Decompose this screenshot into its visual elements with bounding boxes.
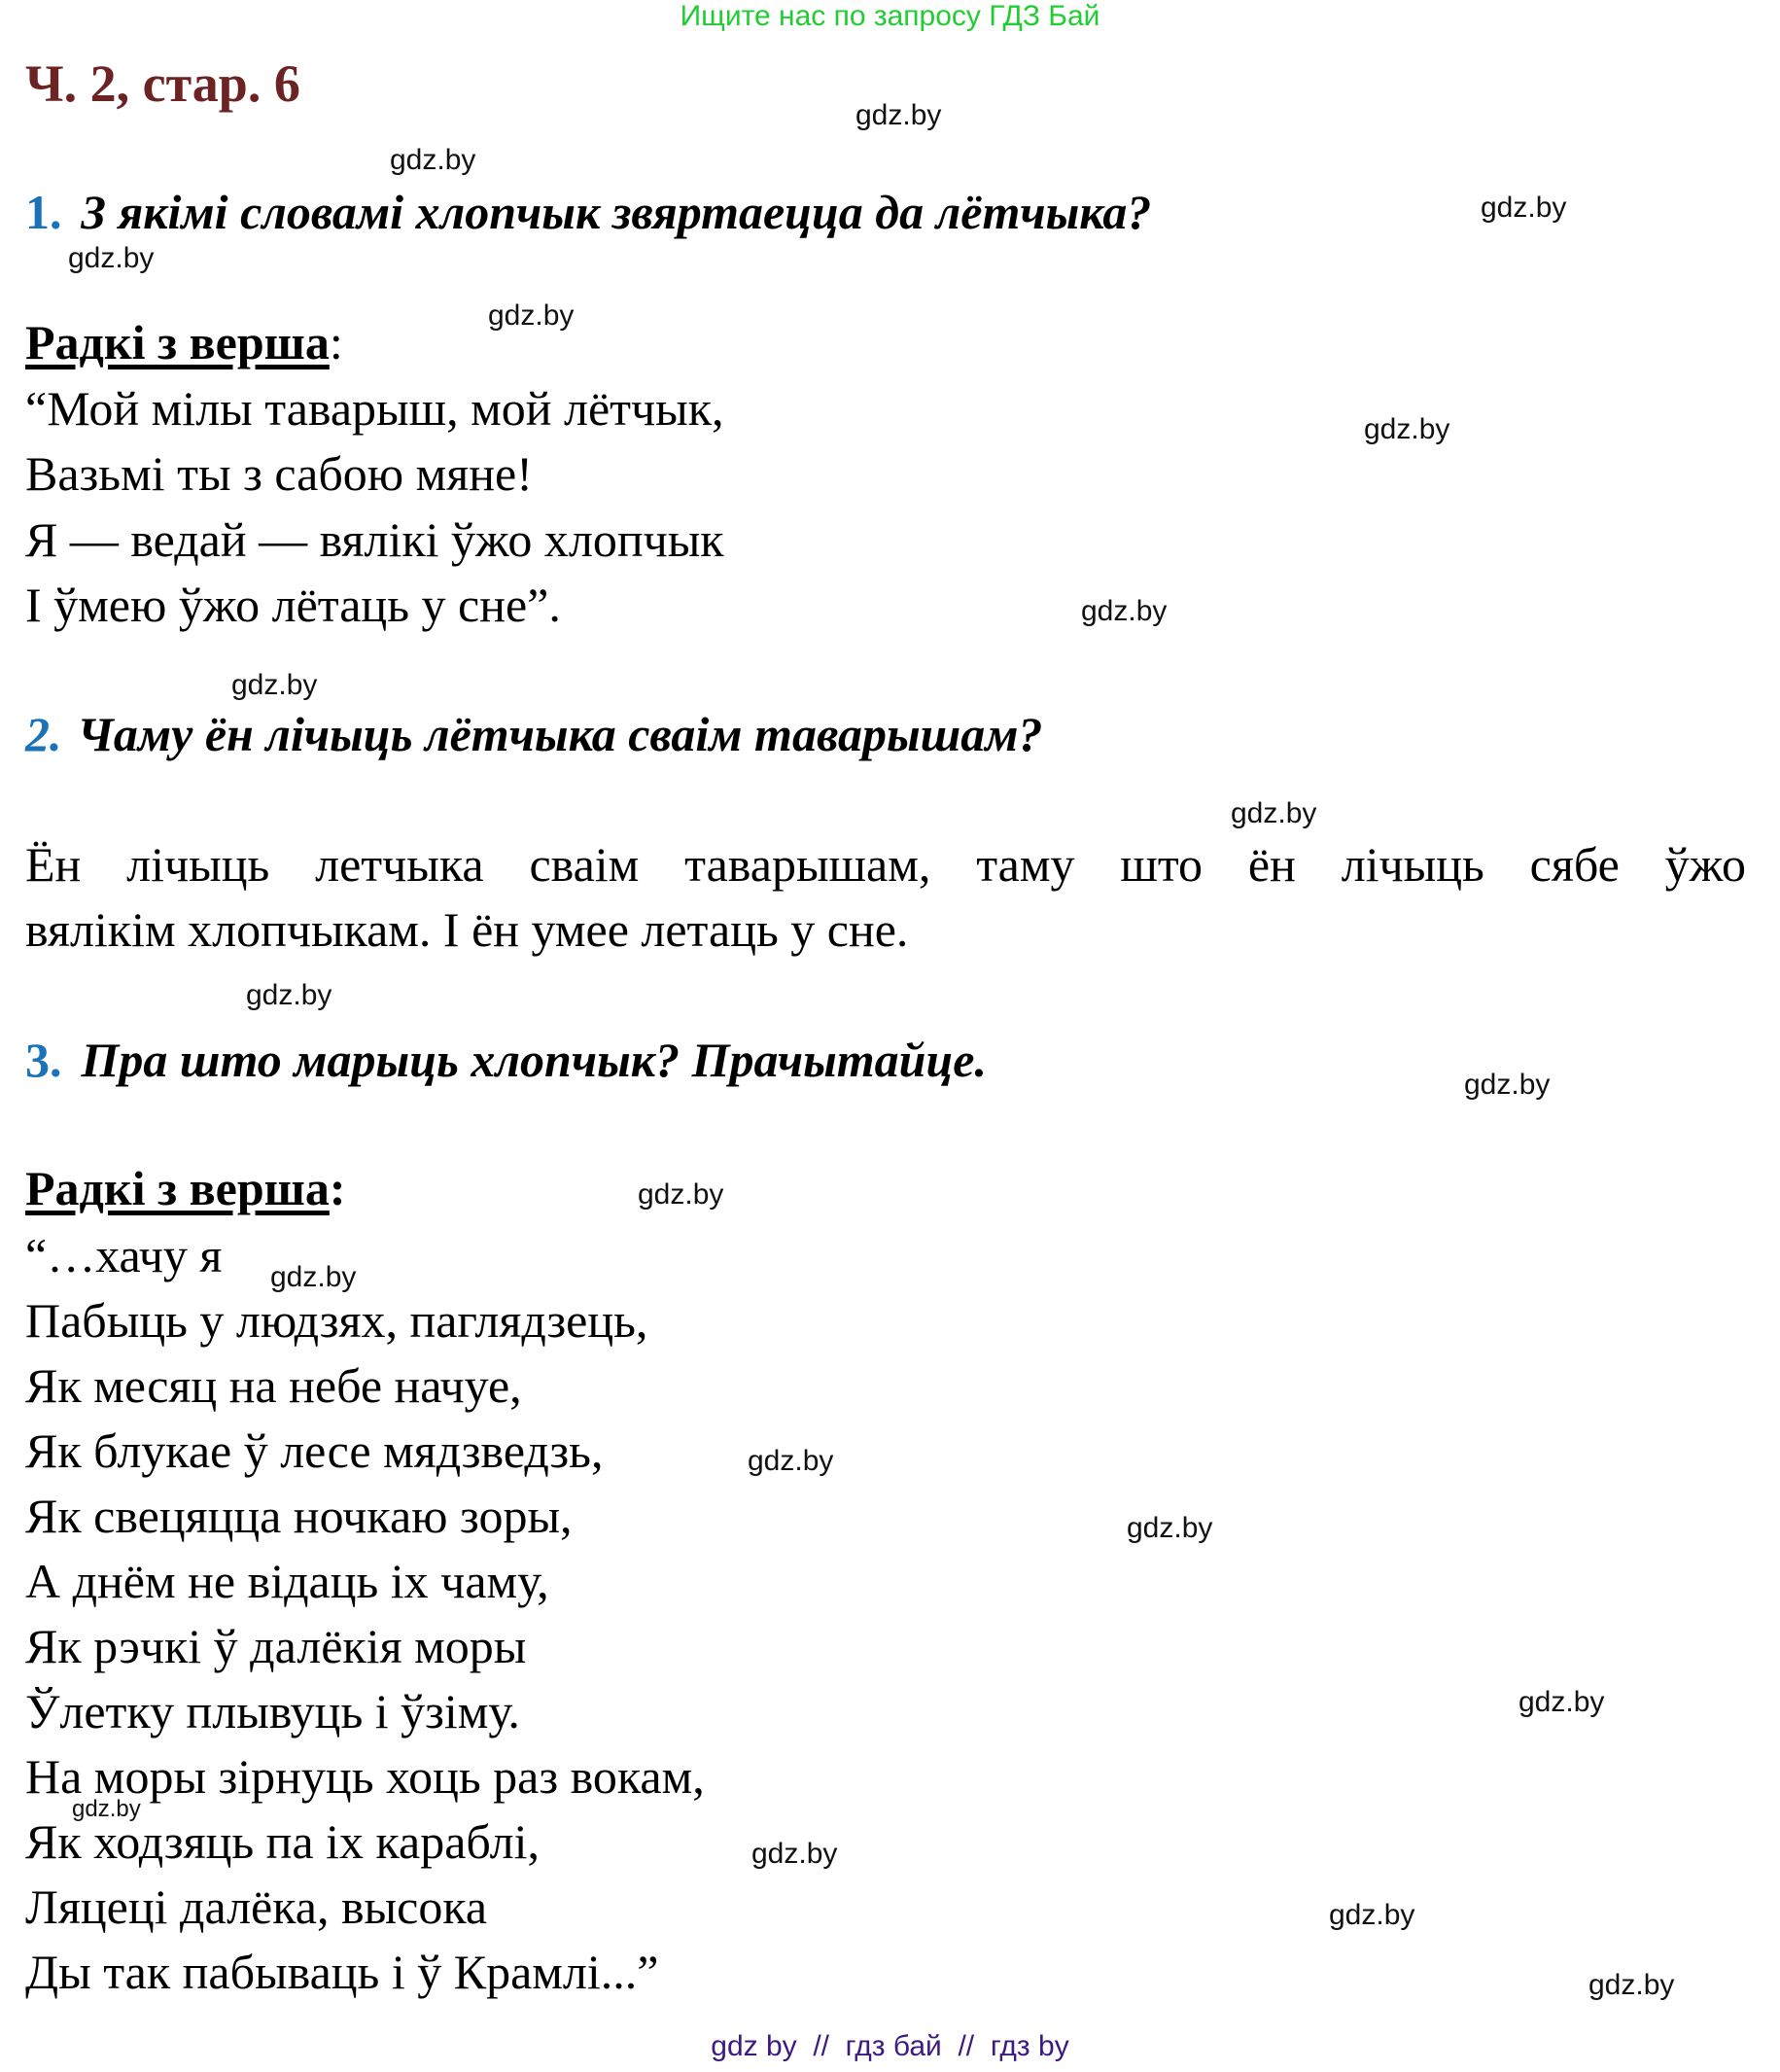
section-label	[25, 1160, 346, 1216]
watermark: gdz.by	[638, 1178, 724, 1211]
poem-line: Вазьмі ты з сабою мяне!	[25, 446, 533, 501]
watermark: gdz.by	[68, 242, 155, 274]
watermark: gdz.by	[1127, 1512, 1213, 1544]
poem-line: Ўлетку плывуць і ўзіму.	[25, 1684, 520, 1738]
watermark: gdz.by	[1464, 1069, 1551, 1101]
question-text: Чаму ён лічыць лётчыка сваім таварышам?	[77, 707, 1043, 761]
watermark: gdz.by	[1588, 1969, 1675, 2001]
poem-line: Ляцеці далёка, высока	[25, 1879, 488, 1934]
poem-line: Я — ведай — вялікі ўжо хлопчык	[25, 512, 724, 567]
label-colon: :	[329, 1161, 346, 1215]
question-text: Пра што марыць хлопчык? Прачытайце.	[81, 1033, 987, 1087]
watermark: gdz.by	[390, 144, 476, 176]
watermark: gdz.by	[751, 1838, 838, 1870]
watermark: gdz.by	[1329, 1899, 1415, 1931]
watermark: gdz.by	[231, 669, 318, 701]
watermark: gdz.by	[488, 299, 575, 332]
question-3	[25, 1032, 987, 1088]
question-2	[25, 706, 1043, 762]
poem-line: Як ходзяць па іх караблі,	[25, 1814, 540, 1869]
question-1	[25, 184, 1151, 240]
poem-line: А днём не відаць іх чаму,	[25, 1554, 549, 1608]
poem-line: Ды так пабываць і ў Крамлі...”	[25, 1945, 659, 1999]
answer-paragraph	[25, 832, 1746, 963]
watermark: gdz.by	[855, 99, 942, 131]
question-number: 1.	[25, 185, 62, 239]
poem-line: І ўмею ўжо лётаць у сне”.	[25, 578, 561, 632]
watermark: gdz.by	[1081, 595, 1168, 627]
poem-line: Пабыць у людзях, паглядзець,	[25, 1293, 648, 1348]
poem-line: “…хачу я	[25, 1228, 223, 1282]
watermark: gdz.by	[1518, 1686, 1605, 1718]
question-text: З якімі словамі хлопчык звяртаецца да лётчыка?	[81, 185, 1152, 239]
watermark: gdz.by	[246, 979, 332, 1011]
section-label-text: Радкі з верша	[25, 1161, 330, 1215]
answer-line: Ён лічыць летчыка сваім таварышам, таму што ён лічыць сябе ўжо	[25, 837, 1746, 892]
poem-line: Як блукае ў лесе мядзведзь,	[25, 1423, 604, 1478]
question-number: 3.	[25, 1033, 62, 1087]
watermark: gdz.by	[270, 1261, 357, 1293]
watermark: gdz.by	[1364, 413, 1450, 445]
poem-line: Як месяц на небе начуе,	[25, 1358, 522, 1413]
search-banner: Ищите нас по запросу ГДЗ Бай	[680, 0, 1100, 32]
section-label	[25, 314, 343, 370]
footer-links: gdz by // гдз бай // гдз by	[711, 2030, 1069, 2062]
section-label-text: Радкі з верша	[25, 315, 330, 369]
watermark: gdz.by	[1481, 192, 1567, 224]
question-number: 2.	[25, 707, 62, 761]
page-title: Ч. 2, стар. 6	[25, 54, 300, 113]
poem-line: “Мой мілы таварыш, мой лётчык,	[25, 381, 724, 436]
poem-line: На моры зірнуць хоць раз вокам,	[25, 1749, 705, 1804]
answer-line: вялікім хлопчыкам. І ён умее летаць у сне.	[25, 902, 909, 957]
label-colon: :	[329, 315, 343, 369]
poem-line: Як свецяцца ночкаю зоры,	[25, 1489, 573, 1543]
watermark: gdz.by	[748, 1445, 834, 1477]
watermark: gdz.by	[1231, 797, 1317, 829]
poem-line: Як рэчкі ў далёкія моры	[25, 1619, 527, 1673]
watermark: gdz.by	[72, 1796, 141, 1822]
